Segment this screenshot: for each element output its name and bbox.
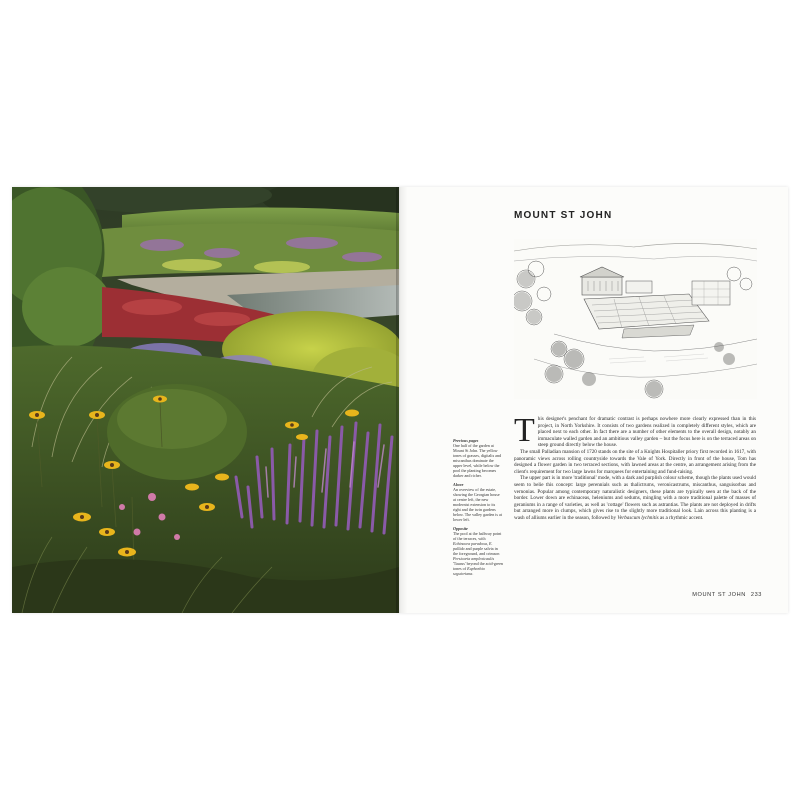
page-title: MOUNT ST JOHN <box>514 210 613 221</box>
body-text <box>514 412 756 522</box>
paragraph-1: This designer's penchant for dramatic contrast is perhaps nowhere more clearly expressed than in this project, in North Yorkshire. It consists of two gardens realized in completely different styles, which are placed next to each other. In fact there are a number of other elements to the overall design, notably an immaculate walled garden and an ambitious valley garden – but the focus here is on the terraced areas on steep ground directly below the house. <box>514 412 756 449</box>
page-number: 233 <box>750 592 762 598</box>
drop-cap: T <box>514 412 535 449</box>
paragraph-3: The upper part is in more 'traditional' mode, with a dark and purplish colour scheme, though the plants used would seem to belie this concept: large perennials such as thalictrums, veronicastrums, miscanthus, sanguisorbas and vernonias. Popular among contemporary naturalistic designers, these plants are typically seen at the back of the border. Lower down are echinaceas, heleniums and sedums, mingling with a more traditional palette of masses of geraniums in a range of varieties, as well as 'cottage' flowers such as astrantias. The plants are not deployed in drifts but arranged more in clumps, which gives rise to the slightly more traditional look. Lain across this planting is a wash of alliums earlier in the season, followed by Verbascum lychnitis as a rhythmic accent. <box>514 475 756 521</box>
caption-text: The pool at the halfway point of the terraces, with Echinacea paradoxa, E. pallida and purple salvia in the foreground, and crimson Persicaria amplexicaulis 'Taurus' beyond the acid-green tones of Euphorbia seguieriana. <box>453 531 503 576</box>
caption-heading: Opposite <box>453 526 468 531</box>
garden-photo <box>12 187 399 613</box>
caption-heading: Previous pages <box>453 438 479 443</box>
estate-pencil-drawing <box>514 239 757 399</box>
caption-text: One half of the garden at Mount St John. The yellow tones of grasses, digitalis and miscanthus dominate the upper level, while below the pool the planting becomes darker and richer. <box>453 443 502 478</box>
caption-text: An overview of the estate, showing the Georgian house at centre left, the new modernist extension to its right and the twin gardens below. The valley garden is at lower left. <box>453 487 502 522</box>
caption-heading: Above <box>453 482 464 487</box>
book-spread <box>12 187 788 613</box>
text-page <box>399 187 788 613</box>
paragraph-2: The small Palladian mansion of 1720 stands on the site of a Knights Hospitaller priory first recorded in 1617, with panoramic views across rolling countryside towards the Vale of York. Directly in front of the house, Tom has designed a flower garden in two terraced sections, with lawned areas at the centre, an arrangement arising from the client's requirement for two large lawns for marquees for entertaining and fund-raising. <box>514 448 756 475</box>
captions-column <box>453 434 503 577</box>
page-folio <box>692 592 762 598</box>
running-head: MOUNT ST JOHN <box>692 592 746 598</box>
